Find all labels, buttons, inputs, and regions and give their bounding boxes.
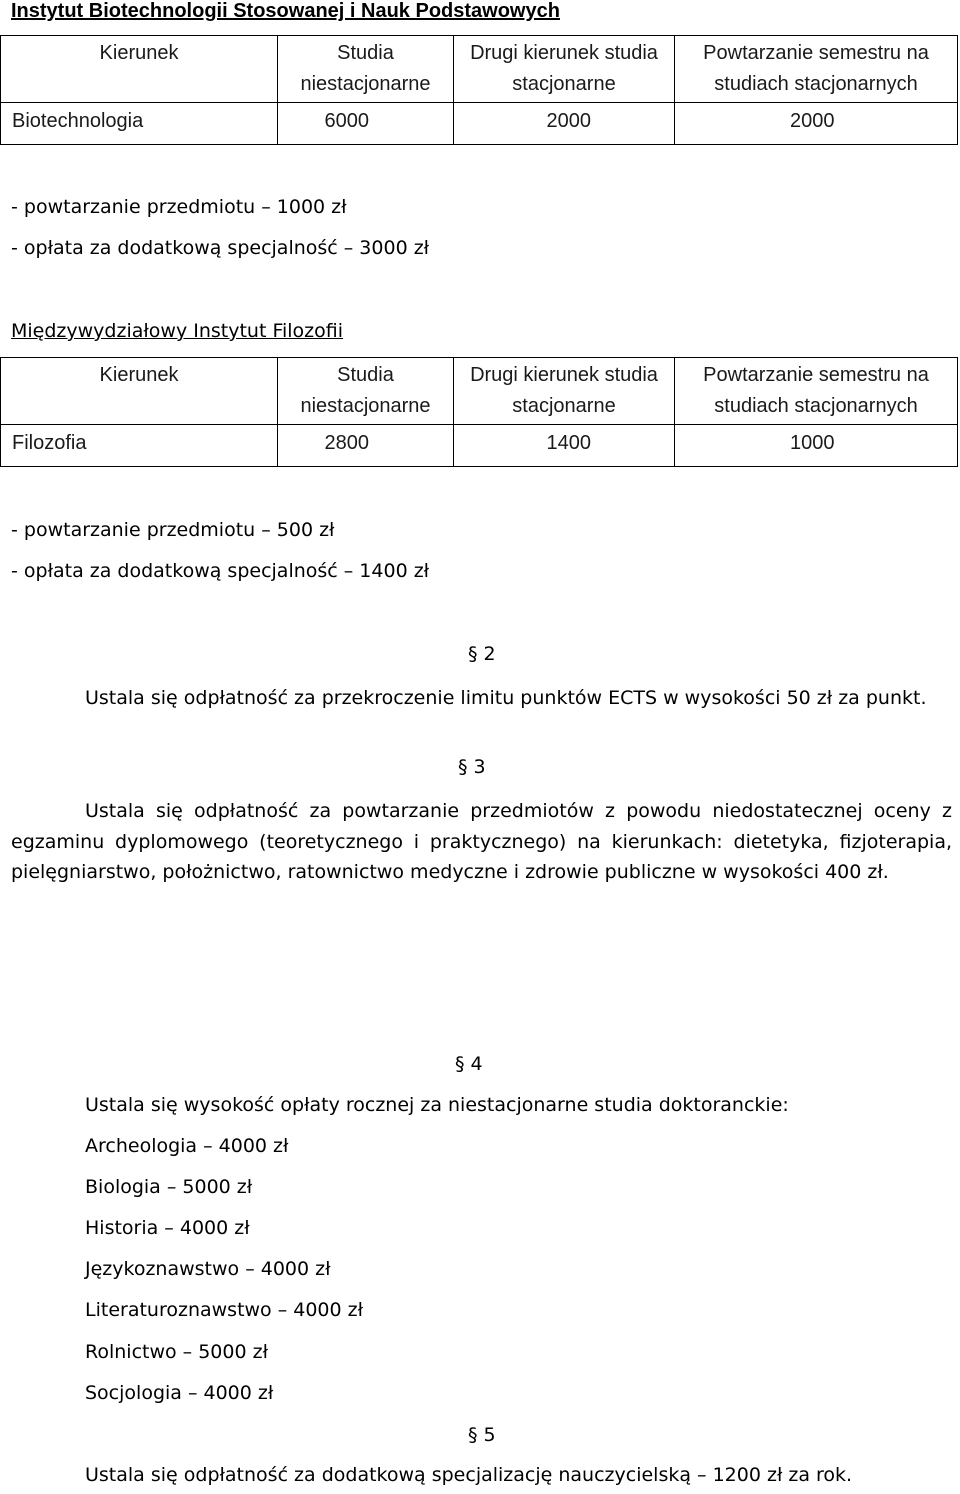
table-cell: 1400 [454,425,675,467]
table-cell: Biotechnologia [1,103,278,145]
table-cell: 2800 [278,425,454,467]
header-cell: Studia niestacjonarne [278,36,454,103]
list-item: Archeologia – 4000 zł [85,1135,289,1157]
institute-title-biotech: Instytut Biotechnologii Stosowanej i Nauk Podstawowych [11,0,560,22]
note-item: - powtarzanie przedmiotu – 1000 zł [11,196,347,218]
section-mark-5: § 5 [468,1424,496,1446]
section-mark-4: § 4 [455,1053,483,1075]
header-cell: Powtarzanie semestru na studiach stacjonarnych [675,36,958,103]
list-item: Biologia – 5000 zł [85,1176,253,1198]
section-mark-3: § 3 [458,756,486,778]
note-item: - opłata za dodatkową specjalność – 3000 zł [11,237,430,259]
fee-table-biotech [0,35,958,145]
note-item: - powtarzanie przedmiotu – 500 zł [11,519,335,541]
header-cell: Powtarzanie semestru na studiach stacjonarnych [675,358,958,425]
header-cell: Drugi kierunek studia stacjonarne [454,36,675,103]
section-5-text: Ustala się odpłatność za dodatkową specjalizację nauczycielską – 1200 zł za rok. [85,1464,853,1486]
table-header-row [1,36,958,103]
table-cell: 2000 [454,103,675,145]
list-item: Językoznawstwo – 4000 zł [85,1258,331,1280]
list-item: Literaturoznawstwo – 4000 zł [85,1299,364,1321]
list-item: Rolnictwo – 5000 zł [85,1341,268,1363]
institute-title-philosophy: Międzywydziałowy Instytut Filozofii [11,320,344,342]
section-4-intro: Ustala się wysokość opłaty rocznej za niestacjonarne studia doktoranckie: [85,1094,789,1116]
header-cell: Studia niestacjonarne [278,358,454,425]
section-3-paragraph: Ustala się odpłatność za powtarzanie przedmiotów z powodu niedostatecznej oceny z egzaminu dyplomowego (teoretycznego i praktycznego) na kierunkach: dietetyka, fizjoterapia, pielęgniarstwo, położnictwo, ratownictwo medyczne i zdrowie publiczne w wysokości 400 zł. [11,800,952,883]
fee-table-philosophy [0,357,958,467]
table-cell: 6000 [278,103,454,145]
list-item: Historia – 4000 zł [85,1217,250,1239]
header-cell: Kierunek [1,358,278,425]
header-cell: Kierunek [1,36,278,103]
note-item: - opłata za dodatkową specjalność – 1400 zł [11,560,430,582]
list-item: Socjologia – 4000 zł [85,1382,274,1404]
table-header-row [1,358,958,425]
table-cell: Filozofia [1,425,278,467]
table-cell: 1000 [675,425,958,467]
header-cell: Drugi kierunek studia stacjonarne [454,358,675,425]
table-row [1,103,958,145]
table-row [1,425,958,467]
table-cell: 2000 [675,103,958,145]
section-mark-2: § 2 [468,643,496,665]
section-2-paragraph: Ustala się odpłatność za przekroczenie limitu punktów ECTS w wysokości 50 zł za punkt. [85,687,927,709]
